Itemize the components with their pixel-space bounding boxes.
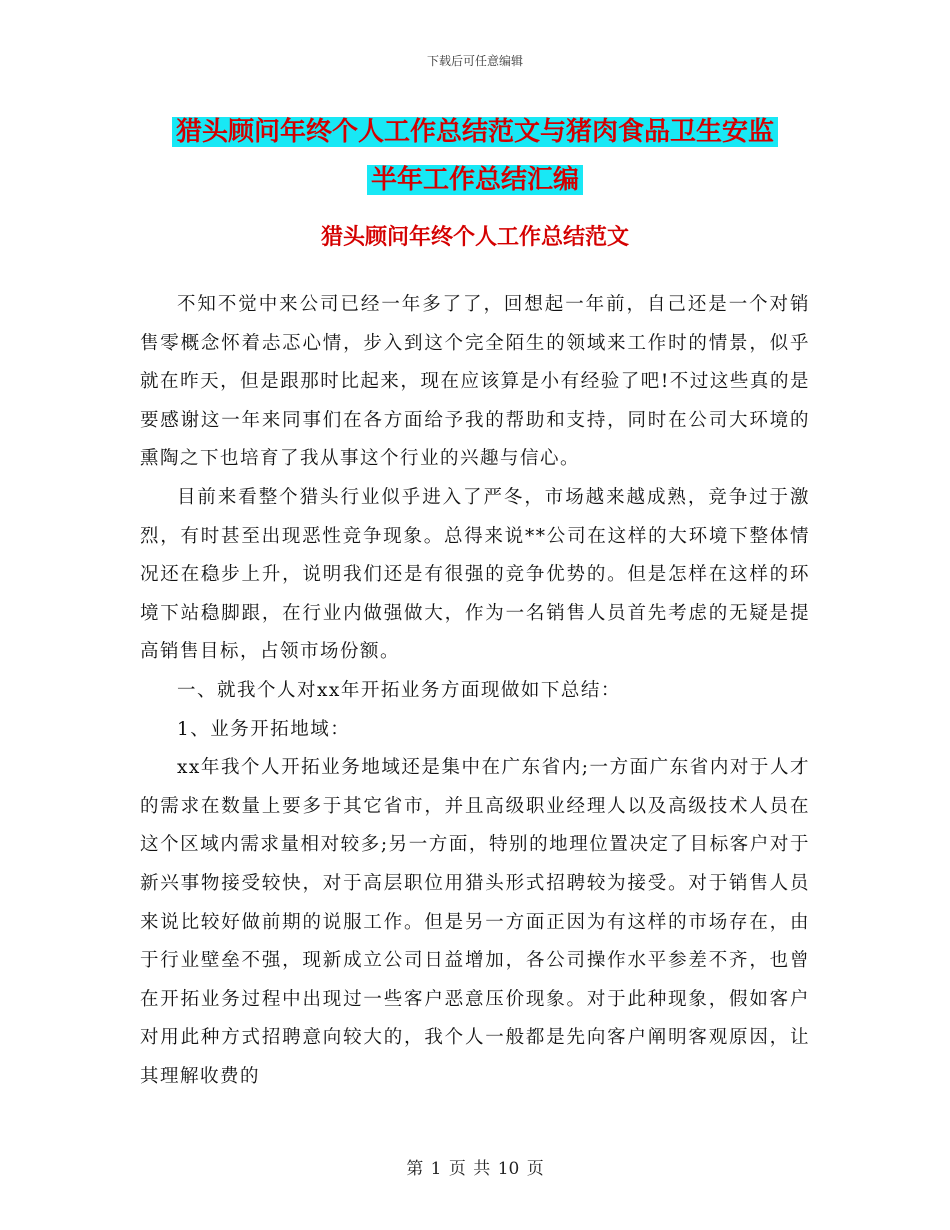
paragraph: 一、就我个人对xx年开拓业务方面现做如下总结： xyxy=(177,679,621,701)
paragraph: 1、业务开拓地域： xyxy=(177,718,351,740)
page-footer: 第 1 页 共 10 页 xyxy=(406,1159,544,1179)
document-title-line-1: 猎头顾问年终个人工作总结范文与猪肉食品卫生安监 xyxy=(172,117,778,147)
section-title: 猎头顾问年终个人工作总结范文 xyxy=(320,224,629,250)
document-body xyxy=(140,286,810,1096)
paragraph: xx年我个人开拓业务地域还是集中在广东省内;一方面广东省内对于人才的需求在数量上要多于其它省市，并且高级职业经理人以及高级技术人员在这个区域内需求量相对较多;另一方面，特别的地理位置决定了目标客户对于新兴事物接受较快，对于高层职位用猎头形式招聘较为接受。对于销售人员来说比较好做前期的说服工作。但是另一方面正因为有这样的市场存在，由于行业壁垒不强，现新成立公司日益增加，各公司操作水平参差不齐，也曾在开拓业务过程中出现过一些客户恶意压价现象。对于此种现象，假如客户对用此种方式招聘意向较大的，我个人一般都是先向客户阐明客观原因，让其理解收费的 xyxy=(140,757,810,1087)
document-title xyxy=(140,108,810,204)
paragraph: 不知不觉中来公司已经一年多了了，回想起一年前，自己还是一个对销售零概念怀着忐忑心情，步入到这个完全陌生的领域来工作时的情景，似乎就在昨天，但是跟那时比起来，现在应该算是小有经验了吧!不过这些真的是要感谢这一年来同事们在各方面给予我的帮助和支持，同时在公司大环境的熏陶之下也培育了我从事这个行业的兴趣与信心。 xyxy=(140,294,810,470)
document-title-line-2: 半年工作总结汇编 xyxy=(367,165,583,195)
paragraph: 目前来看整个猎头行业似乎进入了严冬，市场越来越成熟，竞争过于激烈，有时甚至出现恶性竞争现象。总得来说**公司在这样的大环境下整体情况还在稳步上升，说明我们还是有很强的竞争优势的。但是怎样在这样的环境下站稳脚跟，在行业内做强做大，作为一名销售人员首先考虑的无疑是提高销售目标，占领市场份额。 xyxy=(140,486,810,663)
header-note: 下载后可任意编辑 xyxy=(426,54,523,68)
